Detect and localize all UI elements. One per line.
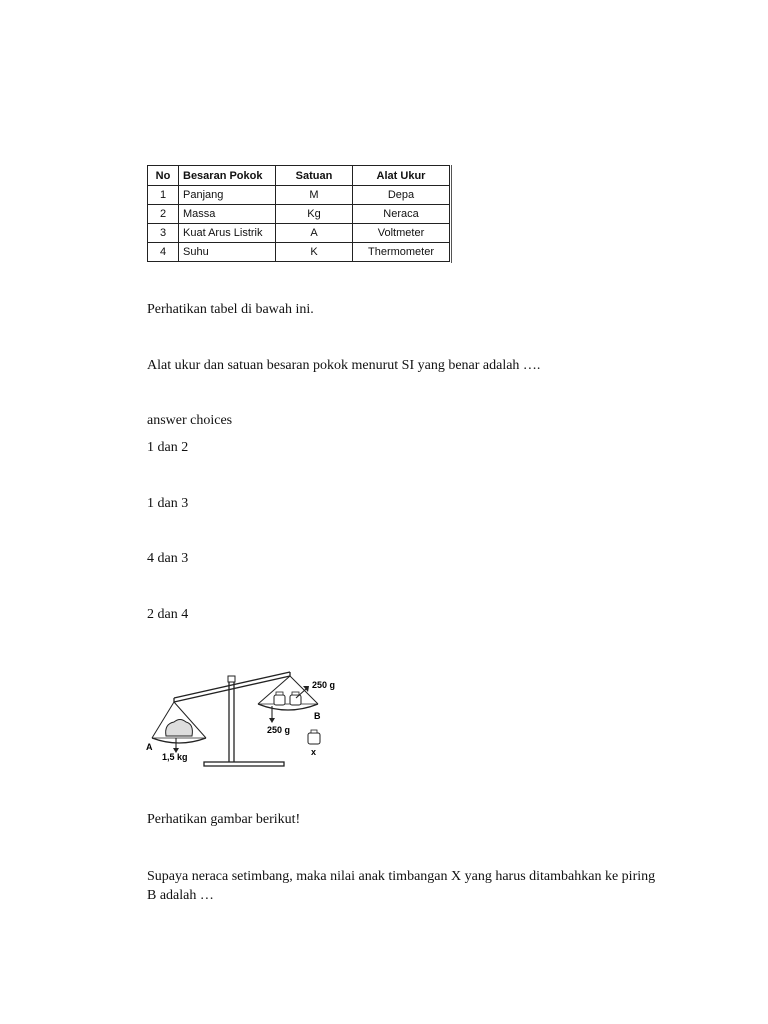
cell-besaran: Massa [179, 205, 276, 224]
table-header-row [148, 166, 450, 186]
weight-block-right [290, 695, 301, 705]
label-top-weight: 250 g [312, 680, 336, 690]
cell-besaran: Kuat Arus Listrik [179, 224, 276, 243]
question1-prompt: Alat ukur dan satuan besaran pokok menurut SI yang benar adalah …. [147, 358, 541, 373]
table-row [148, 205, 450, 224]
answer-choice-4[interactable]: 2 dan 4 [147, 607, 189, 622]
header-satuan: Satuan [276, 166, 353, 186]
answer-choices-label: answer choices [147, 413, 233, 428]
answer-choice-3[interactable]: 4 dan 3 [147, 551, 189, 566]
label-pan-a: A [146, 742, 153, 752]
weight-x [308, 733, 320, 744]
table-row [148, 243, 450, 262]
cell-satuan: K [276, 243, 353, 262]
question2-prompt: Supaya neraca setimbang, maka nilai anak timbangan X yang harus ditambahkan ke piring B adalah … [147, 869, 656, 903]
scale-base [204, 762, 284, 766]
cell-satuan: Kg [276, 205, 353, 224]
cell-no: 4 [148, 243, 179, 262]
cell-besaran: Suhu [179, 243, 276, 262]
cell-alat: Thermometer [353, 243, 450, 262]
header-alat-ukur: Alat Ukur [353, 166, 450, 186]
cell-satuan: A [276, 224, 353, 243]
cell-no: 1 [148, 186, 179, 205]
answer-choice-2[interactable]: 1 dan 3 [147, 496, 189, 511]
table-row [148, 186, 450, 205]
pan-b [258, 704, 318, 710]
balance-scale-figure [146, 662, 346, 774]
pan-a [152, 738, 206, 743]
question2-intro: Perhatikan gambar berikut! [147, 812, 301, 827]
cell-no: 3 [148, 224, 179, 243]
label-mass-a: 1,5 kg [162, 752, 188, 762]
scale-pivot [228, 676, 235, 682]
si-table-image [147, 165, 452, 263]
si-table [147, 165, 450, 262]
cell-alat: Neraca [353, 205, 450, 224]
header-besaran-pokok: Besaran Pokok [179, 166, 276, 186]
label-bottom-weight: 250 g [267, 725, 291, 735]
cell-alat: Depa [353, 186, 450, 205]
cell-no: 2 [148, 205, 179, 224]
table-row [148, 224, 450, 243]
cell-alat: Voltmeter [353, 224, 450, 243]
weight-block-left [274, 695, 285, 705]
header-no: No [148, 166, 179, 186]
label-pan-b: B [314, 711, 321, 721]
cell-besaran: Panjang [179, 186, 276, 205]
rock-object [166, 720, 193, 737]
label-x: x [311, 747, 317, 757]
cell-satuan: M [276, 186, 353, 205]
question1-intro: Perhatikan tabel di bawah ini. [147, 302, 314, 317]
answer-choice-1[interactable]: 1 dan 2 [147, 440, 189, 455]
